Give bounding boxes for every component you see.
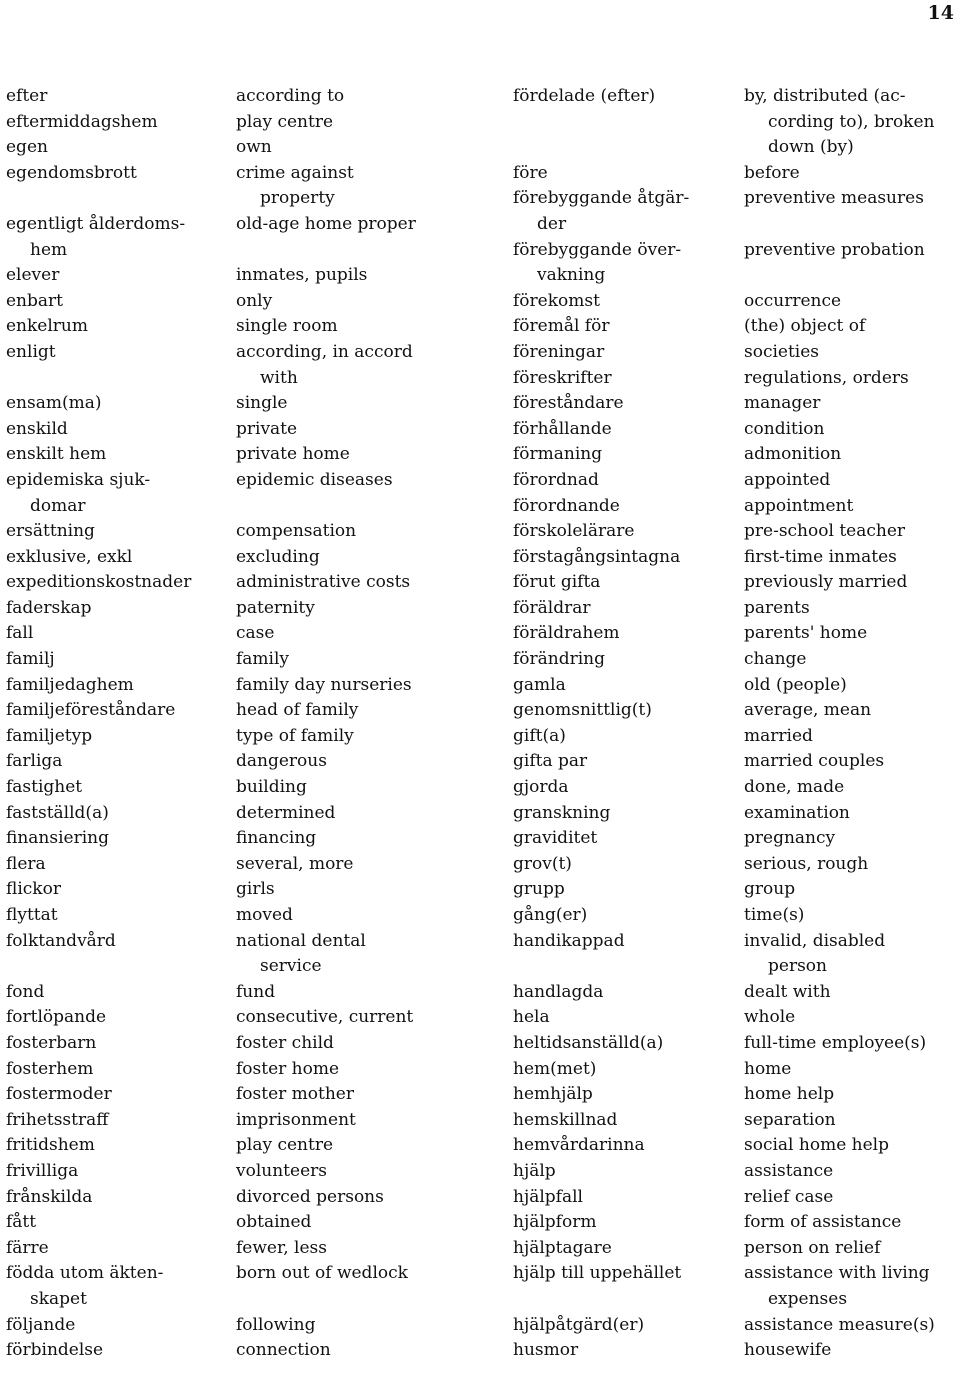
glossary-line: person on relief <box>744 1237 881 1258</box>
glossary-line: efter <box>6 86 48 106</box>
glossary-line: form of assistance <box>744 1212 902 1233</box>
glossary-line: old-age home proper <box>236 213 416 234</box>
glossary-line: genomsnittlig(t) <box>513 700 652 721</box>
glossary-line: play centre <box>236 111 334 132</box>
glossary-line: frivilliga <box>6 1160 79 1181</box>
glossary-line: förhållande <box>513 418 612 439</box>
glossary-line: domar <box>30 495 86 516</box>
glossary-line: obtained <box>236 1212 312 1233</box>
glossary-line: average, mean <box>744 700 872 721</box>
glossary-line: förebyggande åtgär- <box>513 188 690 209</box>
glossary-line: (the) object of <box>744 316 866 337</box>
glossary-line: serious, rough <box>744 853 869 874</box>
glossary-line: grov(t) <box>513 853 572 874</box>
glossary-line: done, made <box>744 777 845 798</box>
glossary-line: administrative costs <box>236 572 411 593</box>
glossary-line: societies <box>744 341 820 362</box>
swedish-terms-column-1 <box>6 84 236 1364</box>
glossary-line: enligt <box>6 341 56 362</box>
glossary-line: gjorda <box>513 777 569 798</box>
glossary-line: förordnande <box>513 495 620 516</box>
glossary-line: dangerous <box>236 751 327 772</box>
glossary-line: frihetsstraff <box>6 1109 109 1130</box>
glossary-line: social home help <box>744 1135 889 1156</box>
glossary-line: change <box>744 649 807 670</box>
glossary-line <box>513 135 738 161</box>
glossary-line: föremål för <box>513 316 610 337</box>
glossary-line: granskning <box>513 802 611 823</box>
glossary-line: person <box>768 956 827 977</box>
glossary-line: familjeföreståndare <box>6 700 176 721</box>
glossary-line: examination <box>744 802 850 823</box>
glossary-line: enskilt hem <box>6 444 107 465</box>
glossary-line: vakning <box>537 265 606 286</box>
glossary-line: förut gifta <box>513 572 601 593</box>
glossary-line: föräldrar <box>513 597 591 618</box>
glossary-line: home <box>744 1058 792 1079</box>
glossary-line: förordnad <box>513 469 599 490</box>
glossary-line: previously married <box>744 572 908 593</box>
glossary-line: volunteers <box>236 1160 327 1181</box>
glossary-line: with <box>260 367 298 388</box>
glossary-line: case <box>236 623 275 644</box>
glossary-line: type of family <box>236 725 354 746</box>
glossary-line: före <box>513 162 548 183</box>
glossary-line: hemvårdarinna <box>513 1135 645 1156</box>
glossary-line: föreningar <box>513 341 605 362</box>
glossary-line: familjedaghem <box>6 674 134 695</box>
glossary-line: fosterhem <box>6 1058 94 1079</box>
glossary-line: expenses <box>768 1288 848 1309</box>
glossary-line: epidemic diseases <box>236 469 393 490</box>
glossary-line: head of family <box>236 700 359 721</box>
glossary-line: full-time employee(s) <box>744 1032 927 1053</box>
glossary-line: crime against <box>236 162 354 183</box>
glossary-line: family <box>236 649 290 670</box>
glossary-line: finansiering <box>6 828 109 849</box>
glossary-line: förebyggande över- <box>513 239 682 260</box>
glossary-line: flyttat <box>6 905 58 925</box>
glossary-line: heltidsanställd(a) <box>513 1032 664 1053</box>
page-number: 14 <box>927 2 954 24</box>
glossary-line <box>744 212 958 238</box>
glossary-line: gång(er) <box>513 905 588 925</box>
glossary-line: hjälptagare <box>513 1237 612 1258</box>
glossary-line: invalid, disabled <box>744 930 886 951</box>
glossary-line: inmates, pupils <box>236 265 368 286</box>
glossary-line: födda utom äkten- <box>6 1263 164 1284</box>
glossary-line: preventive measures <box>744 188 924 209</box>
glossary-line: foster child <box>236 1032 334 1053</box>
glossary-line: assistance <box>744 1160 834 1181</box>
glossary-line: imprisonment <box>236 1109 356 1130</box>
glossary-line: fond <box>6 981 45 1002</box>
glossary-line: husmor <box>513 1340 579 1361</box>
glossary-line: förskolelärare <box>513 521 635 542</box>
glossary-line: handlagda <box>513 981 604 1002</box>
glossary-line <box>6 954 236 980</box>
glossary-line: dealt with <box>744 981 831 1002</box>
glossary-line: regulations, orders <box>744 367 909 388</box>
glossary-line: följande <box>6 1314 76 1335</box>
glossary-line: föräldrahem <box>513 623 620 644</box>
glossary-line: appointed <box>744 469 831 490</box>
glossary-line: single <box>236 393 288 414</box>
glossary-line: elever <box>6 265 60 286</box>
glossary-line <box>6 366 236 392</box>
english-terms-column-2 <box>744 84 958 1364</box>
glossary-line: determined <box>236 802 336 823</box>
glossary-line: connection <box>236 1340 331 1361</box>
glossary-line: enbart <box>6 290 63 311</box>
glossary-line: förbindelse <box>6 1340 104 1361</box>
glossary-line: der <box>537 213 567 234</box>
glossary-line: fund <box>236 981 276 1002</box>
glossary-line: enskild <box>6 418 68 439</box>
glossary-line: building <box>236 777 307 798</box>
glossary-line: ersättning <box>6 521 95 542</box>
glossary-line: relief case <box>744 1186 834 1207</box>
glossary-line: pregnancy <box>744 828 836 849</box>
glossary-line: according, in accord <box>236 341 413 362</box>
glossary-line <box>513 954 738 980</box>
glossary-line <box>6 186 236 212</box>
glossary-line: enkelrum <box>6 316 89 337</box>
glossary-line <box>236 238 506 264</box>
glossary-line: fritidshem <box>6 1135 95 1156</box>
glossary-line: housewife <box>744 1340 832 1361</box>
glossary-line: hjälpåtgärd(er) <box>513 1314 645 1335</box>
glossary-line: several, more <box>236 853 354 874</box>
glossary-line: frånskilda <box>6 1186 93 1207</box>
glossary-line: appointment <box>744 495 854 516</box>
glossary-line: married <box>744 725 813 746</box>
glossary-line: fördelade (efter) <box>513 86 656 106</box>
glossary-line: fewer, less <box>236 1237 327 1258</box>
glossary-line: according to <box>236 86 345 106</box>
glossary-line <box>513 110 738 136</box>
glossary-line: färre <box>6 1237 49 1258</box>
english-terms-column-1 <box>236 84 506 1364</box>
glossary-line: egentligt ålderdoms- <box>6 213 186 234</box>
glossary-line: hem(met) <box>513 1058 597 1079</box>
glossary-line <box>513 1287 738 1313</box>
glossary-line: separation <box>744 1109 836 1130</box>
glossary-line: familj <box>6 649 55 670</box>
glossary-line: pre-school teacher <box>744 521 906 542</box>
glossary-line: old (people) <box>744 674 847 695</box>
glossary-line: girls <box>236 879 275 900</box>
glossary-line: group <box>744 879 796 900</box>
glossary-line: hela <box>513 1007 550 1028</box>
glossary-line: fostermoder <box>6 1084 112 1105</box>
glossary-line: private home <box>236 444 350 465</box>
glossary-line: foster mother <box>236 1084 354 1105</box>
glossary-line: förändring <box>513 649 606 670</box>
glossary-line: born out of wedlock <box>236 1263 408 1284</box>
glossary-line: only <box>236 290 273 311</box>
glossary-line: whole <box>744 1007 796 1028</box>
glossary-line: single room <box>236 316 338 337</box>
glossary-line: förmaning <box>513 444 603 465</box>
glossary-line: fall <box>6 623 34 644</box>
glossary-line <box>236 494 506 520</box>
glossary-line: home help <box>744 1084 835 1105</box>
glossary-line: gifta par <box>513 751 588 772</box>
glossary-line: faderskap <box>6 597 92 618</box>
glossary-line: family day nurseries <box>236 674 412 695</box>
glossary-line: hemhjälp <box>513 1084 593 1105</box>
glossary-line: hemskillnad <box>513 1109 618 1130</box>
glossary-line: flickor <box>6 879 61 900</box>
glossary-line: gift(a) <box>513 725 566 746</box>
glossary-line: first-time inmates <box>744 546 897 567</box>
glossary-line: egen <box>6 137 48 158</box>
glossary-line: fastighet <box>6 777 83 798</box>
glossary-line: hjälp <box>513 1160 556 1181</box>
glossary-line: cording to), broken <box>768 111 935 132</box>
glossary-line: by, distributed (ac- <box>744 86 906 106</box>
glossary-line: admonition <box>744 444 842 465</box>
glossary-line: egendomsbrott <box>6 162 137 183</box>
glossary-line: hem <box>30 239 68 260</box>
glossary-line: private <box>236 418 298 439</box>
glossary-line: compensation <box>236 521 357 542</box>
glossary-line: hjälpform <box>513 1212 597 1233</box>
glossary-line: parents <box>744 597 810 618</box>
glossary-line: föreståndare <box>513 393 624 414</box>
glossary-line: grupp <box>513 879 565 900</box>
glossary-line: following <box>236 1314 316 1335</box>
glossary-line: excluding <box>236 546 320 567</box>
glossary-line: manager <box>744 393 821 414</box>
glossary-line: handikappad <box>513 930 625 951</box>
glossary-line: down (by) <box>768 137 854 158</box>
glossary-line: own <box>236 137 272 158</box>
glossary-line: hjälpfall <box>513 1186 583 1207</box>
glossary-line: epidemiska sjuk- <box>6 469 151 490</box>
glossary-line: fastställd(a) <box>6 802 109 823</box>
glossary-line: assistance with living <box>744 1263 930 1284</box>
glossary-line: förekomst <box>513 290 600 311</box>
glossary-line: foster home <box>236 1058 340 1079</box>
glossary-line: ensam(ma) <box>6 393 102 414</box>
glossary-line: parents' home <box>744 623 868 644</box>
swedish-terms-column-2 <box>513 84 738 1364</box>
glossary-line: exklusive, exkl <box>6 546 133 567</box>
glossary-line: folktandvård <box>6 930 116 951</box>
glossary-line: married couples <box>744 751 885 772</box>
glossary-line: förstagångsintagna <box>513 546 681 567</box>
glossary-line: condition <box>744 418 825 439</box>
glossary-line: expeditionskostnader <box>6 572 192 593</box>
glossary-line: paternity <box>236 597 315 618</box>
glossary-line: time(s) <box>744 905 805 925</box>
glossary-line: föreskrifter <box>513 367 612 388</box>
glossary-line: national dental <box>236 930 366 951</box>
glossary-line: property <box>260 188 335 209</box>
glossary-line: familjetyp <box>6 725 93 746</box>
glossary-line <box>236 1287 506 1313</box>
glossary-line: before <box>744 162 800 183</box>
glossary-line: flera <box>6 853 46 874</box>
glossary-line <box>744 263 958 289</box>
glossary-line: eftermiddagshem <box>6 111 158 132</box>
glossary-line: fortlöpande <box>6 1007 107 1028</box>
glossary-line: occurrence <box>744 290 842 311</box>
glossary-line: assistance measure(s) <box>744 1314 935 1335</box>
glossary-line: preventive probation <box>744 239 925 260</box>
glossary-line: consecutive, current <box>236 1007 414 1028</box>
glossary-line: farliga <box>6 751 63 772</box>
glossary-line: play centre <box>236 1135 334 1156</box>
glossary-line: hjälp till uppehället <box>513 1263 682 1284</box>
glossary-line: financing <box>236 828 317 849</box>
glossary-line: graviditet <box>513 828 598 849</box>
glossary-line: fått <box>6 1212 37 1233</box>
glossary-line: service <box>260 956 322 977</box>
glossary-line: fosterbarn <box>6 1032 97 1053</box>
glossary-line: divorced persons <box>236 1186 384 1207</box>
glossary-line: skapet <box>30 1288 87 1309</box>
glossary-line: gamla <box>513 674 566 695</box>
glossary-line: moved <box>236 905 293 925</box>
